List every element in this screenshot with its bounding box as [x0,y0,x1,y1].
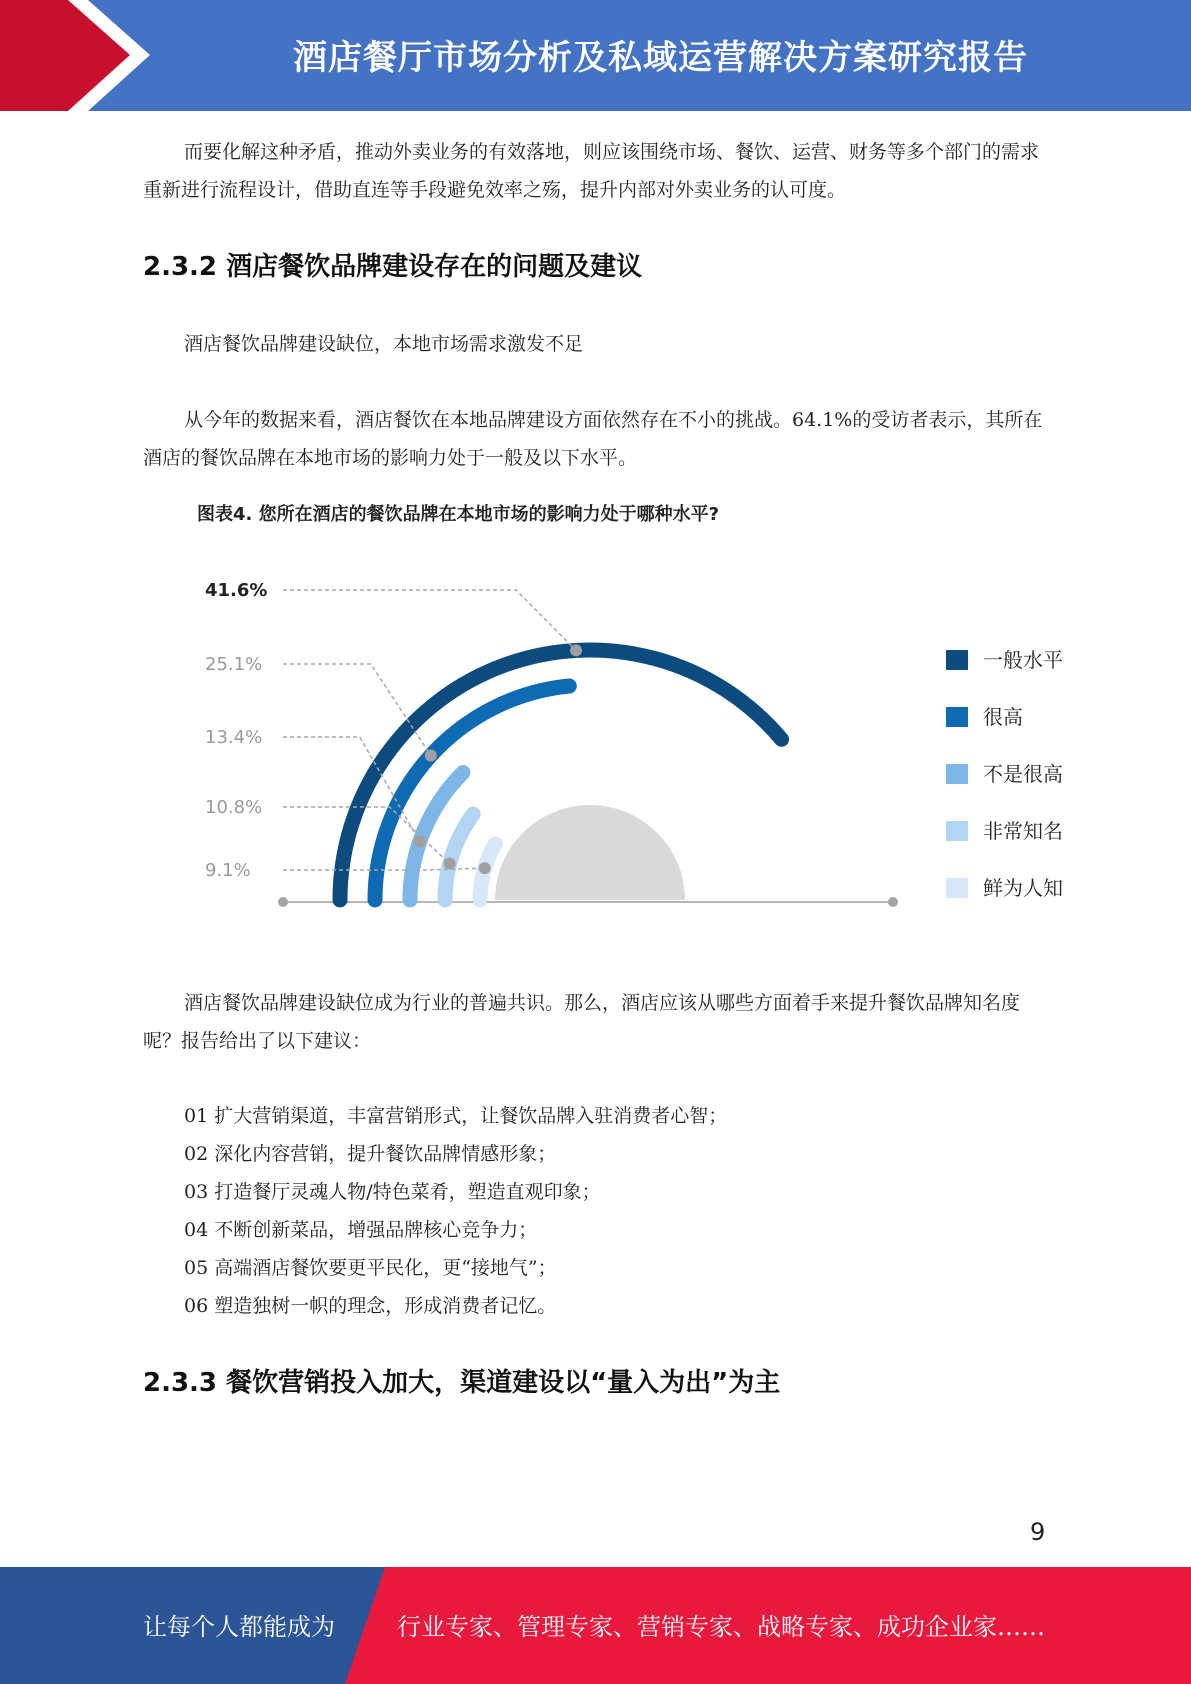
legend-swatch-2 [946,707,968,727]
suggestion-item: 01 扩大营销渠道，丰富营销形式，让餐饮品牌入驻消费者心智； [184,1105,728,1127]
suggestion-item: 06 塑造独树一帜的理念，形成消费者记忆。 [184,1295,557,1317]
report-title: 酒店餐厅市场分析及私域运营解决方案研究报告 [293,38,1028,78]
subtitle-block [143,325,1048,363]
page-footer [0,1567,1191,1684]
section-heading-2-3-3: 2.3.3 餐饮营销投入加大，渠道建设以“量入为出”为主 [143,1368,781,1398]
legend-swatch-1 [946,650,968,670]
chart-legend [946,648,1063,900]
chart-value-label-1: 41.6% [205,580,268,601]
footer-slogan-left: 让每个人都能成为 [143,1613,335,1641]
chart-leader-marker-3 [414,836,426,848]
chart-baseline-end-point [888,897,898,907]
chart-leader-marker-1 [570,644,582,656]
legend-label-5: 鲜为人知 [983,876,1063,900]
chart-value-label-5: 9.1% [205,860,251,881]
legend-swatch-3 [946,764,968,784]
legend-swatch-5 [946,878,968,898]
paragraph-2: 酒店餐饮品牌建设缺位，本地市场需求激发不足 [184,333,584,355]
chart-arc-4 [445,814,473,900]
data-paragraph-block [143,401,1048,477]
chart-title: 图表4. 您所在酒店的餐饮品牌在本地市场的影响力处于哪种水平? [197,504,720,525]
legend-swatch-4 [946,821,968,841]
suggestion-item: 05 高端酒店餐饮要更平民化，更“接地气”； [184,1257,557,1279]
chart-baseline-start-point [278,897,288,907]
chart-value-label-3: 13.4% [205,727,263,748]
chart-leader-marker-4 [444,858,456,870]
page-header [0,0,1191,111]
chart-leader-line-1 [283,590,576,650]
suggestion-item: 03 打造餐厅灵魂人物/特色菜肴，塑造直观印象； [184,1181,601,1203]
header-arrow-red [0,0,130,111]
chart-leader-marker-2 [425,749,437,761]
chart-center-hub [495,805,685,900]
paragraph-1: 而要化解这种矛盾，推动外卖业务的有效落地，则应该围绕市场、餐饮、运营、财务等多个部门的需求重新进行流程设计，借助直连等手段避免效率之殇，提升内部对外卖业务的认可度。 [143,141,1040,201]
footer-slogan-right: 行业专家、管理专家、营销专家、战略专家、成功企业家…… [397,1613,1045,1641]
legend-label-2: 很高 [983,705,1023,729]
suggestion-item: 04 不断创新菜品，增强品牌核心竞争力； [184,1219,538,1241]
legend-label-3: 不是很高 [983,762,1063,786]
paragraph-4: 酒店餐饮品牌建设缺位成为行业的普遍共识。那么，酒店应该从哪些方面着手来提升餐饮品牌知名度呢？报告给出了以下建议： [143,992,1021,1052]
chart-value-label-2: 25.1% [205,654,263,675]
chart-value-label-4: 10.8% [205,797,263,818]
legend-label-1: 一般水平 [983,648,1063,672]
page-number: 9 [1030,1518,1046,1546]
section-heading-2-3-2: 2.3.2 酒店餐饮品牌建设存在的问题及建议 [143,252,643,282]
paragraph-3: 从今年的数据来看，酒店餐饮在本地品牌建设方面依然存在不小的挑战。64.1%的受访者表示，其所在酒店的餐饮品牌在本地市场的影响力处于一般及以下水平。 [143,409,1043,469]
suggestion-list [184,1097,727,1325]
chart-leader-marker-5 [479,862,491,874]
chart-value-labels [205,580,267,881]
radial-bar-chart [0,540,1191,940]
chart-arcs [340,650,782,900]
suggestion-item: 02 深化内容营销，提升餐饮品牌情感形象； [184,1143,557,1165]
intro-paragraph-block [143,133,1048,209]
chart-leader-line-2 [283,664,431,755]
legend-label-4: 非常知名 [983,819,1063,843]
conclusion-paragraph-block [143,984,1048,1060]
